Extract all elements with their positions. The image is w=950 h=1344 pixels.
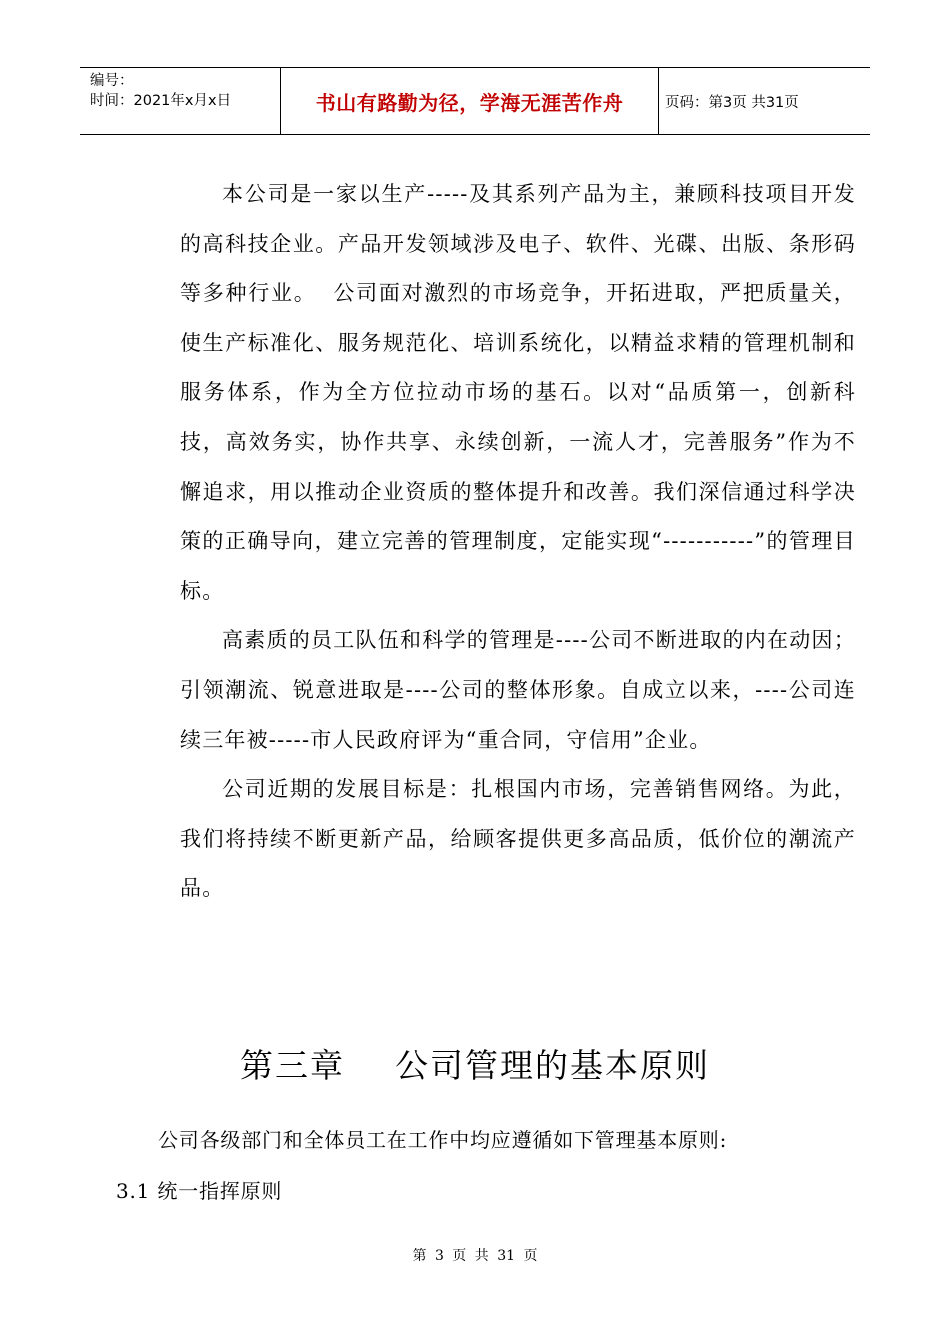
- header-motto: 书山有路勤为径，学海无涯苦作舟: [281, 68, 659, 134]
- principles-intro: 公司各级部门和全体员工在工作中均应遵循如下管理基本原则:: [158, 1128, 728, 1152]
- page-header: [80, 67, 870, 135]
- header-meta: [80, 68, 281, 134]
- chapter-title: 第三章 公司管理的基本原则: [240, 1046, 710, 1085]
- paragraph-company-intro: 本公司是一家以生产-----及其系列产品为主，兼顾科技项目开发的高科技企业。产品开发领域涉及电子、软件、光碟、出版、条形码等多种行业。 公司面对激烈的市场竞争，开拓进取，严把质量关，使生产标准化、服务规范化、培训系统化，以精益求精的管理机制和服务体系，作为全方位拉动市场的基石。以对“品质第一，创新科技，高效务实，协作共享、永续创新，一流人才，完善服务”作为不懈追求，用以推动企业资质的整体提升和改善。我们深信通过科学决策的正确导向，建立完善的管理制度，定能实现“-----------”的管理目标。: [180, 182, 856, 603]
- paragraph-goals: 公司近期的发展目标是：扎根国内市场，完善销售网络。为此，我们将持续不断更新产品，给顾客提供更多高品质，低价位的潮流产品。: [180, 777, 856, 901]
- document-time: 时间：2021年x月x日: [90, 93, 232, 109]
- paragraph-team-image: 高素质的员工队伍和科学的管理是----公司不断进取的内在动因；引领潮流、锐意进取是----公司的整体形象。自成立以来，----公司连续三年被-----市人民政府评为“重合同，守信用”企业。: [180, 628, 856, 752]
- document-number-label: 编号：: [90, 73, 134, 89]
- body-text: [180, 170, 856, 914]
- page-footer: 第 3 页 共 31 页: [412, 1248, 538, 1264]
- header-page-info: 页码：第3页 共31页: [665, 94, 799, 111]
- section-heading: 3.1 统一指挥原则: [116, 1179, 283, 1203]
